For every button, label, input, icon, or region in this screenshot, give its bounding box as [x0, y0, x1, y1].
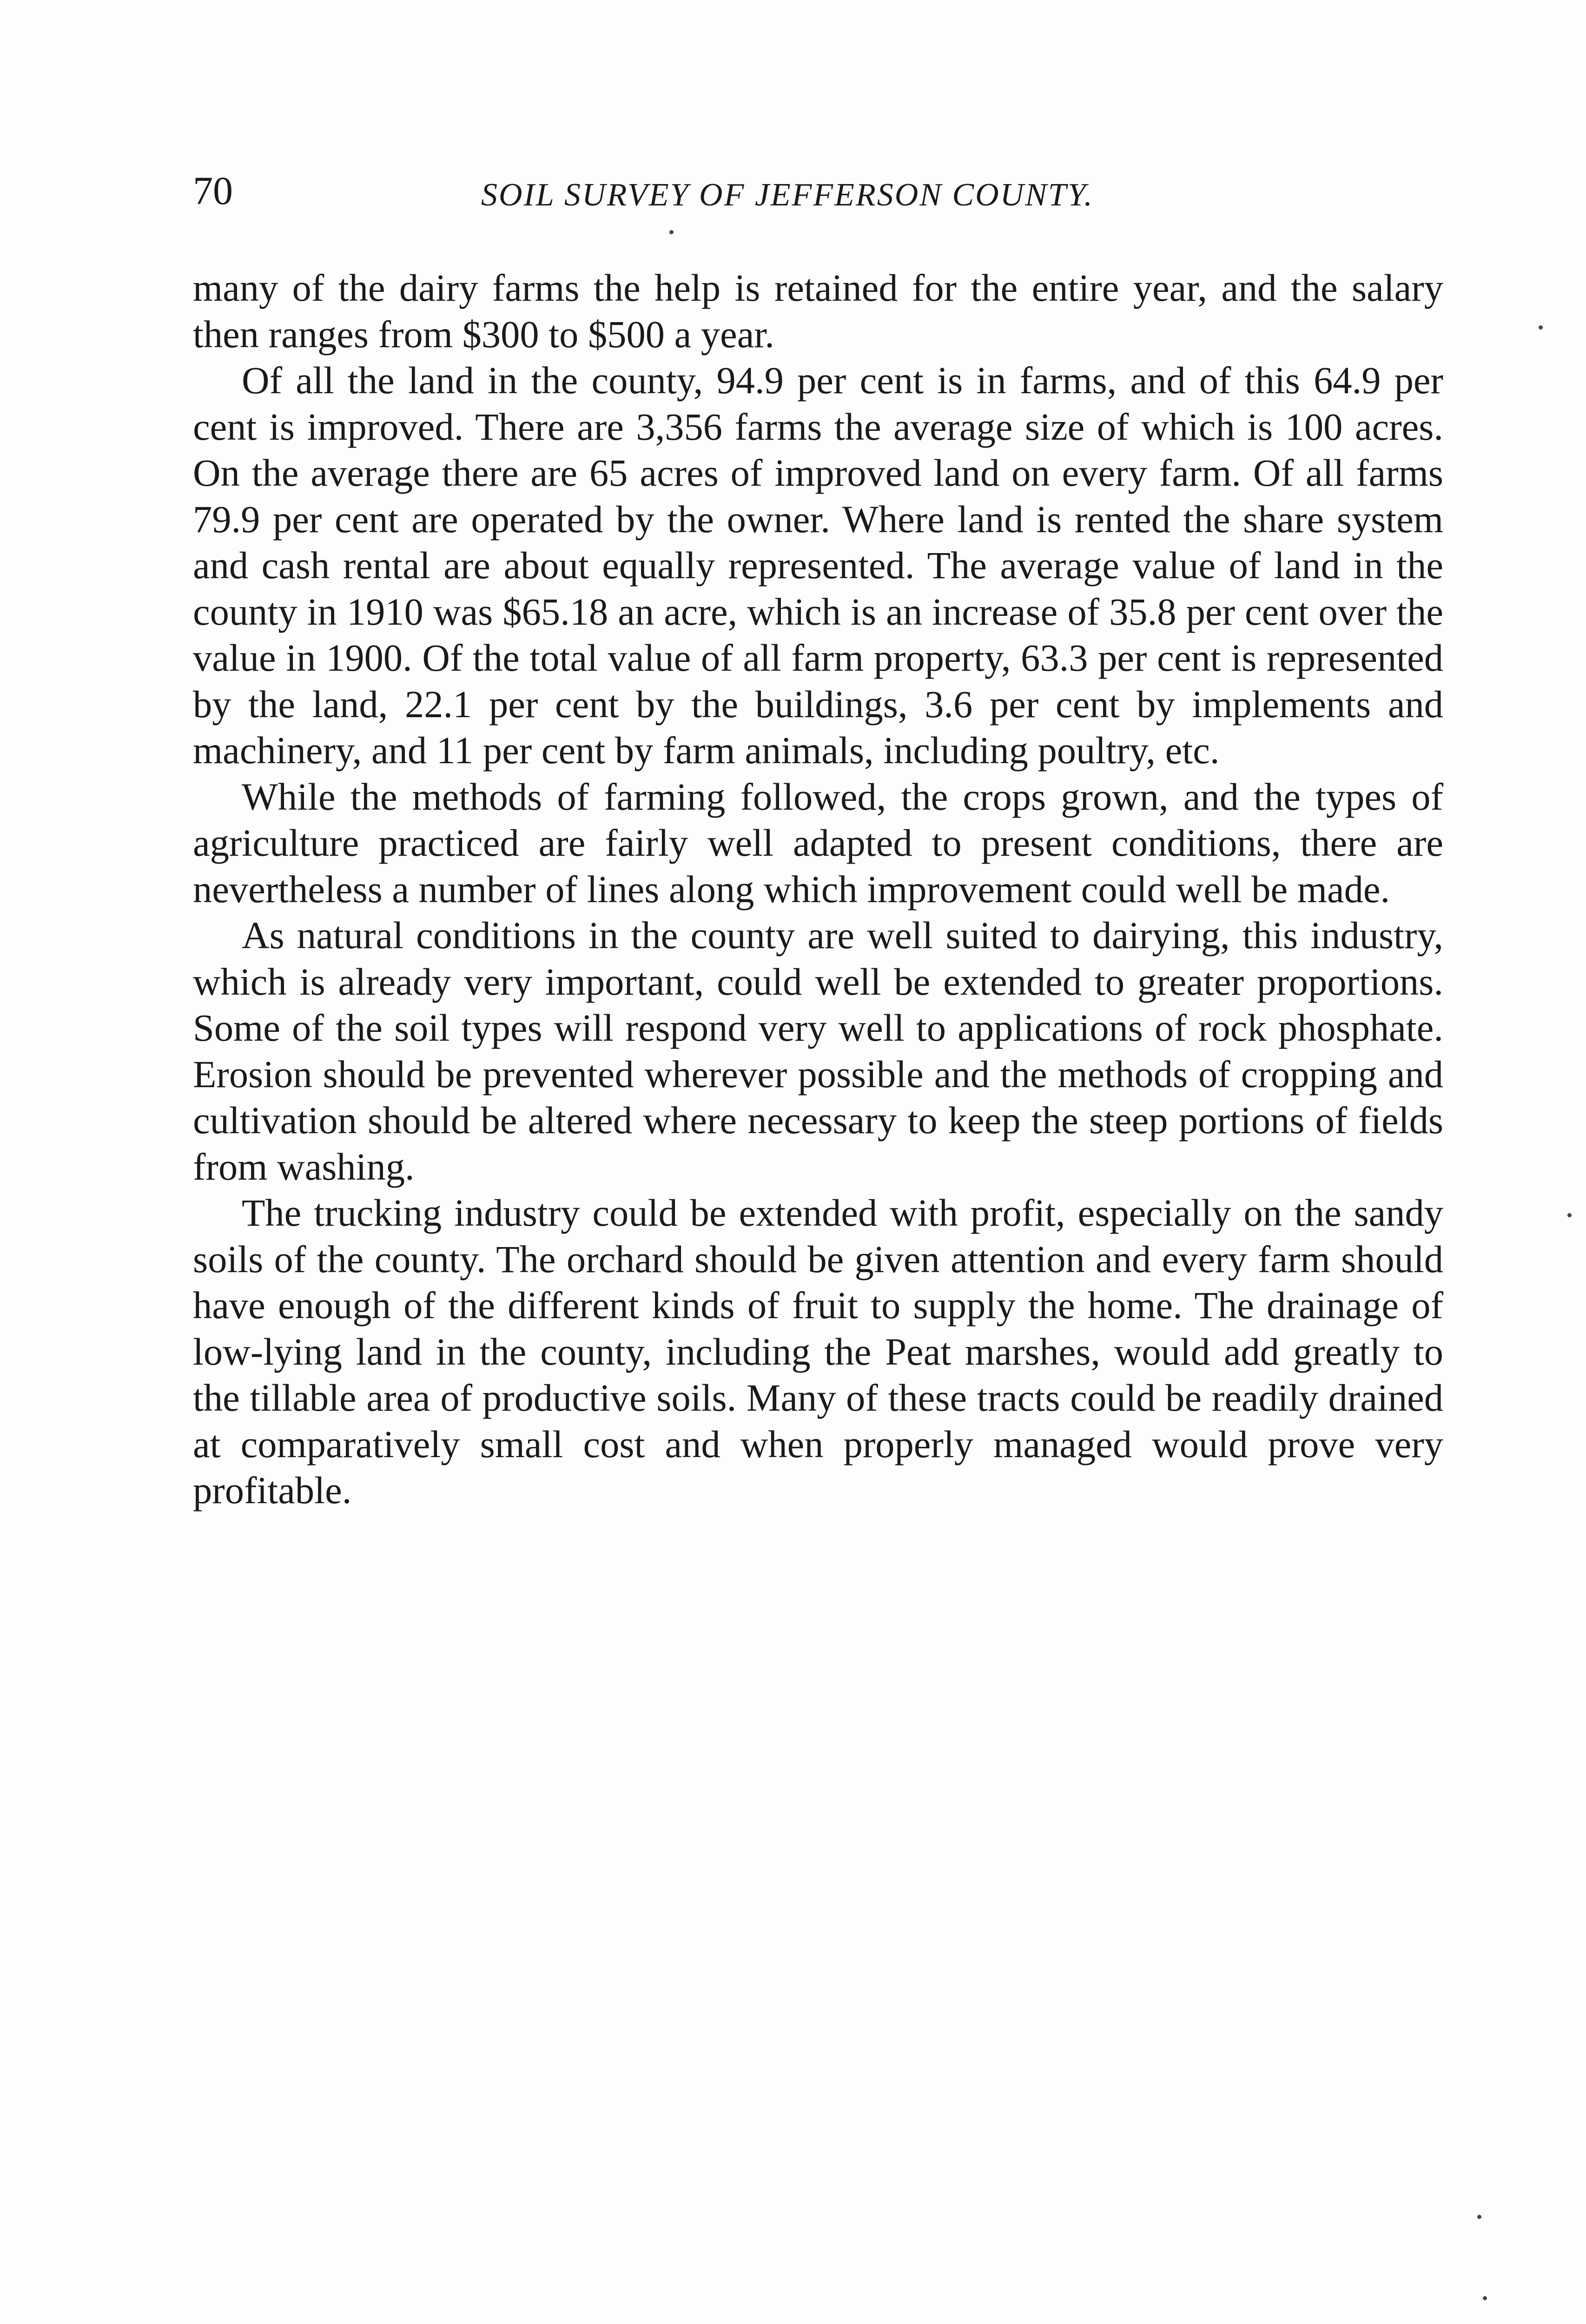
- scan-speck: [1539, 325, 1543, 330]
- running-title: SOIL SURVEY OF JEFFERSON COUNTY.: [481, 177, 1094, 213]
- paragraph-continuation: many of the dairy farms the help is retained for the entire year, and the salary then ranges from $300 to $500 a year.: [193, 266, 1443, 356]
- paragraph-dairying: As natural conditions in the county are well suited to dairying, this industry, which is already very important, could well be extended to greater proportions. Some of the soil types will respond very well to applications of rock phosphate. Erosion should be prevented wherever possible and the methods of cropping and cultivation should be altered where necessary to keep the steep portions of fields from washing.: [193, 914, 1443, 1188]
- paragraph-trucking: The trucking industry could be extended with profit, especially on the sandy soils of the county. The orchard should be given attention and every farm should have enough of the different kinds of fruit to supply the home. The drainage of low-lying land in the county, including the Peat marshes, would add greatly to the tillable area of productive soils. Many of these tracts could be readily drained at comparatively small cost and when properly managed would prove very profitable.: [193, 1191, 1443, 1512]
- paragraph-farming-methods: While the methods of farming followed, the crops grown, and the types of agriculture practiced are fairly well adapted to present conditions, there are nevertheless a number of lines along which improvement could well be made.: [193, 775, 1443, 911]
- scan-speck: [1483, 2296, 1487, 2300]
- scan-speck: [1477, 2215, 1481, 2219]
- scan-speck: [669, 230, 674, 234]
- body-text: [193, 265, 1443, 1514]
- running-head: [193, 165, 1448, 221]
- scan-speck: [1567, 1213, 1572, 1217]
- paragraph-farm-statistics: Of all the land in the county, 94.9 per cent is in farms, and of this 64.9 per cent is improved. There are 3,356 farms the average size of which is 100 acres. On the average there are 65 acres of improved land on every farm. Of all farms 79.9 per cent are operated by the owner. Where land is rented the share system and cash rental are about equally represented. The average value of land in the county in 1910 was $65.18 an acre, which is an increase of 35.8 per cent over the value in 1900. Of the total value of all farm property, 63.3 per cent is represented by the land, 22.1 per cent by the buildings, 3.6 per cent by implements and machinery, and 11 per cent by farm animals, including poultry, etc.: [193, 359, 1443, 772]
- page-number: 70: [193, 168, 233, 213]
